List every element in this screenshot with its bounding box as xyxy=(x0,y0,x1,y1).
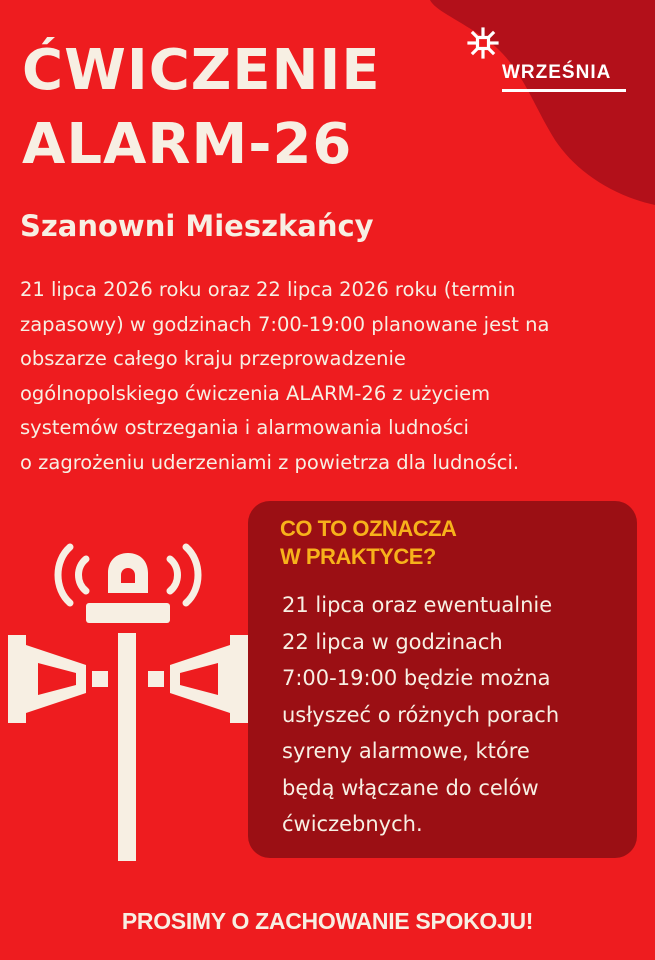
info-box-line: 7:00-19:00 będzie można xyxy=(282,666,551,690)
alarm-siren-icon xyxy=(0,535,260,865)
info-box-line: 21 lipca oraz ewentualnie xyxy=(282,593,553,617)
title-line-1: ĆWICZENIE xyxy=(22,38,381,103)
intro-line: systemów ostrzegania i alarmowania ludności xyxy=(20,416,469,439)
intro-paragraph xyxy=(20,273,632,480)
page-title xyxy=(22,34,442,182)
greeting-heading: Szanowni Mieszkańcy xyxy=(20,209,374,243)
info-box-line: usłyszeć o różnych porach xyxy=(282,702,560,727)
title-line-2: ALARM-26 xyxy=(22,112,353,177)
intro-line: o zagrożeniu uderzeniami z powietrza dla ludności. xyxy=(20,450,520,474)
info-box-line: syreny alarmowe, które xyxy=(282,739,530,763)
footer-message: PROSIMY O ZACHOWANIE SPOKOJU! xyxy=(121,908,534,934)
info-box-line: 22 lipca w godzinach xyxy=(282,629,503,654)
info-box-line: ćwiczebnych. xyxy=(282,812,423,836)
info-box-heading-line: W PRAKTYCE? xyxy=(280,544,436,569)
info-box-body xyxy=(282,587,622,843)
intro-line: obszarze całego kraju przeprowadzenie xyxy=(20,347,406,370)
logo-name: WRZEŚNIA xyxy=(502,62,612,83)
wrzesnia-emblem-icon xyxy=(466,26,500,60)
info-box xyxy=(248,501,637,858)
wrzesnia-logo xyxy=(466,26,631,96)
info-box-line: będą włączane do celów xyxy=(282,775,539,800)
logo-underline xyxy=(502,89,626,92)
info-box-heading xyxy=(280,515,456,571)
intro-line: 21 lipca 2026 roku oraz 22 lipca 2026 roku (termin xyxy=(20,278,516,301)
intro-line: zapasowy) w godzinach 7:00-19:00 planowane jest na xyxy=(20,312,550,336)
info-box-heading-line: CO TO OZNACZA xyxy=(280,516,457,541)
intro-line: ogólnopolskiego ćwiczenia ALARM-26 z użyciem xyxy=(20,381,491,405)
